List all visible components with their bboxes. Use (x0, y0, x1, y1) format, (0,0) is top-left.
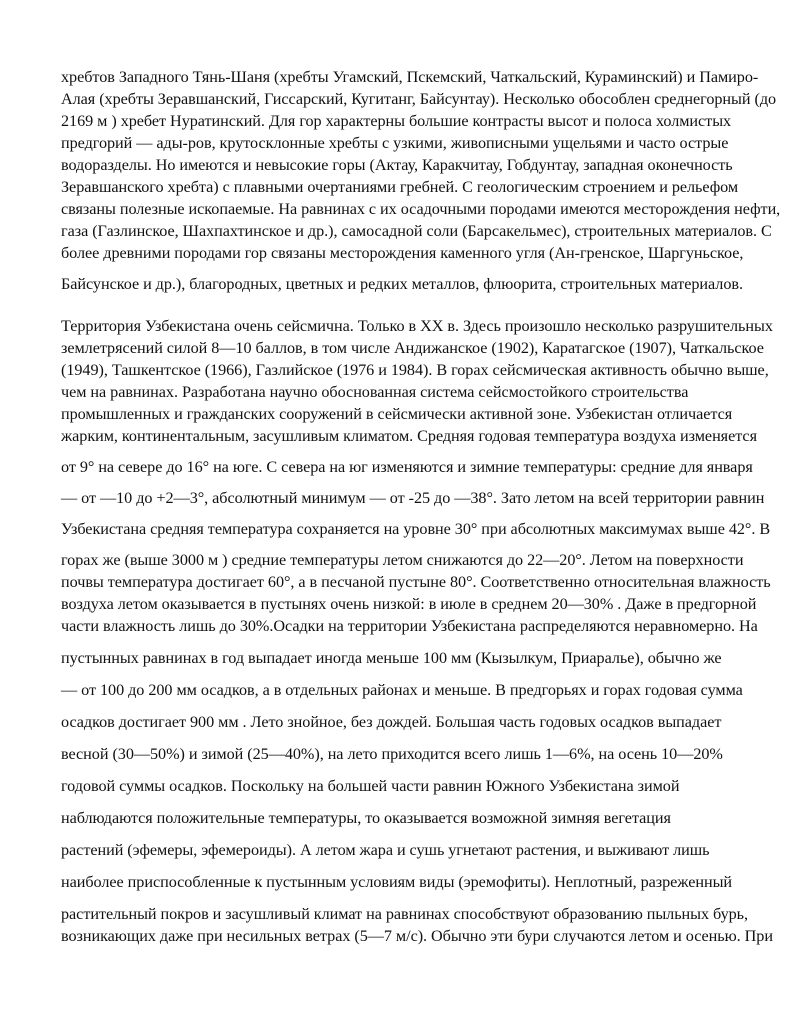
text-line: связаны полезные ископаемые. На равнинах с их осадочными породами имеются месторождения нефти, (61, 200, 781, 218)
text-line: (1949), Ташкентское (1966), Газлийское (1976 и 1984). В горах сейсмическая активность обычно выше, (61, 361, 769, 379)
text-line: части влажность лишь до 30%.Осадки на территории Узбекистана распределяются неравномерно. На (61, 617, 758, 635)
text-line: Байсунское и др.), благородных, цветных и редких металлов, флюорита, строительных материалов. (61, 275, 743, 293)
text-line: хребтов Западного Тянь-Шаня (хребты Угамский, Пскемский, Чаткальский, Кураминский) и Памиро- (61, 68, 759, 86)
text-line: жарким, континентальным, засушливым климатом. Средняя годовая температура воздуха изменяется (61, 427, 757, 445)
document-page (61, 66, 781, 947)
text-line: наблюдаются положительные температуры, то оказывается возможной зимняя вегетация (61, 809, 671, 827)
text-line: водоразделы. Но имеются и невысокие горы (Актау, Каракчитау, Гобдунтау, западная оконечность (61, 156, 733, 174)
text-line: чем на равнинах. Разработана научно обоснованная система сейсмостойкого строительства (61, 383, 689, 401)
text-line: предгорий — ады-ров, крутосклонные хребты с узкими, живописными ущельями и часто острые (61, 134, 729, 152)
text-line: растений (эфемеры, эфемероиды). А летом жара и сушь угнетают растения, и выживают лишь (61, 841, 710, 859)
text-line: газа (Газлинское, Шахпахтинское и др.), самосадной соли (Барсакельмес), строительных материалов. С (61, 222, 772, 240)
text-line: пустынных равнинах в год выпадает иногда меньше 100 мм (Кызылкум, Приаралье), обычно же (61, 649, 722, 667)
text-line: Территория Узбекистана очень сейсмична. Только в XX в. Здесь произошло несколько разрушительных (61, 317, 773, 335)
text-line: Узбекистана средняя температура сохраняется на уровне 30° при абсолютных максимумах выше 42°. В (61, 520, 771, 538)
text-line: горах же (выше 3000 м ) средние температуры летом снижаются до 22—20°. Летом на поверхности (61, 551, 744, 569)
text-line: растительный покров и засушливый климат на равнинах способствуют образованию пыльных бурь, (61, 905, 749, 923)
text-line: почвы температура достигает 60°, а в песчаной пустыне 80°. Соответственно относительная влажность (61, 573, 771, 591)
text-line: наиболее приспособленные к пустынным условиям виды (эремофиты). Неплотный, разреженный (61, 873, 733, 891)
text-line: 2169 м ) хребет Нуратинский. Для гор характерны большие контрасты высот и полоса холмистых (61, 112, 732, 130)
text-line: от 9° на севере до 16° на юге. С севера на юг изменяются и зимние температуры: средние для января (61, 458, 753, 476)
text-line: промышленных и гражданских сооружений в сейсмически активной зоне. Узбекистан отличается (61, 405, 733, 423)
text-line: осадков достигает 900 мм . Лето знойное, без дождей. Большая часть годовых осадков выпадает (61, 713, 722, 731)
text-line: землетрясений силой 8—10 баллов, в том числе Андижанское (1902), Каратагское (1907), Чаткальское (61, 339, 764, 357)
text-line: — от 100 до 200 мм осадков, а в отдельных районах и меньше. В предгорьях и горах годовая сумма (61, 681, 743, 699)
text-line: весной (30—50%) и зимой (25—40%), на лето приходится всего лишь 1—6%, на осень 10—20% (61, 745, 723, 763)
text-line: более древними породами гор связаны месторождения каменного угля (Ан-гренское, Шаргуньское, (61, 244, 744, 262)
text-line: — от —10 до +2—3°, абсолютный минимум — от -25 до —38°. Зато летом на всей территории равнин (61, 489, 765, 507)
text-line: Зеравшанского хребта) с плавными очертаниями гребней. С геологическим строением и рельефом (61, 178, 739, 196)
text-line: возникающих даже при несильных ветрах (5—7 м/с). Обычно эти бури случаются летом и осенью. При (61, 927, 773, 945)
text-line: годовой суммы осадков. Поскольку на большей части равнин Южного Узбекистана зимой (61, 777, 680, 795)
text-line: воздуха летом оказывается в пустынях очень низкой: в июле в среднем 20—30% . Даже в предгорной (61, 595, 757, 613)
text-line: Алая (хребты Зеравшанский, Гиссарский, Кугитанг, Байсунтау). Несколько обособлен среднегорный (до (61, 90, 777, 108)
